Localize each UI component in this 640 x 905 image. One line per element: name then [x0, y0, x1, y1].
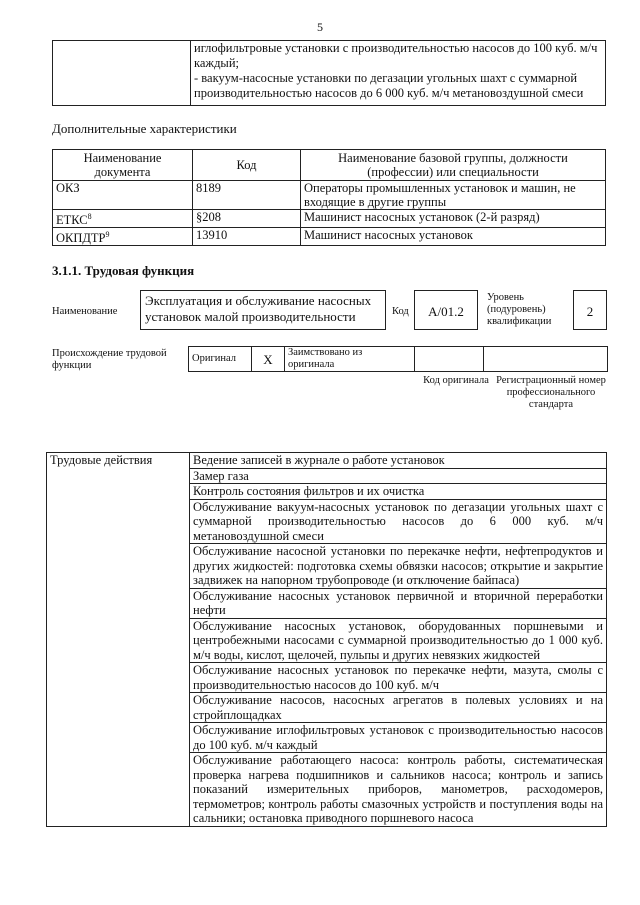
- code-original-label: Код оригинала: [423, 375, 489, 386]
- code-label: Код: [392, 306, 409, 317]
- row-doc: ЕТКС$^8$: [53, 210, 193, 228]
- continuation-line-1: иглофильтровые установки с производительностью насосов до 100 куб. м/ч каждый;: [194, 41, 598, 70]
- action-item: Обслуживание насосных установок по перекачке нефти, мазута, смолы с производительностью насосов до 100 куб. м/ч: [190, 663, 607, 693]
- original-mark: X: [252, 347, 285, 372]
- function-heading: 3.1.1. Трудовая функция: [52, 263, 195, 278]
- action-item: Обслуживание насосной установки по перекачке нефти, нефтепродуктов и других жидкостей: подготовка схемы обвязки насосов; открытие и закрытие задвижек на напорном трубопроводе (и отключение байпаса): [190, 544, 607, 589]
- action-item: Обслуживание вакуум-насосных установок по дегазации угольных шахт с суммарной производительностью насосов до 6 000 куб. м/ч метановоздушной смеси: [190, 499, 607, 544]
- continuation-empty-cell: [53, 41, 191, 106]
- action-item: Ведение записей в журнале о работе установок: [190, 453, 607, 469]
- table-row: [53, 181, 606, 210]
- action-item: Контроль состояния фильтров и их очистка: [190, 484, 607, 500]
- row-doc: ОКПДТР$^9$: [53, 228, 193, 246]
- row-name: Машинист насосных установок (2-й разряд): [301, 210, 606, 228]
- header-code: Код: [193, 150, 301, 181]
- function-code-box: А/01.2: [414, 290, 478, 330]
- footnote-mark: 9: [105, 230, 110, 240]
- row-name: Машинист насосных установок: [301, 228, 606, 246]
- continuation-line-2: - вакуум-насосные установки по дегазации угольных шахт с суммарной производительностью насосов до 6 000 куб. м/ч метановоздушной смеси: [194, 71, 584, 100]
- row-code: §208: [193, 210, 301, 228]
- actions-table: [46, 452, 607, 827]
- table-row: [53, 228, 606, 246]
- origin-table: [188, 346, 608, 372]
- reg-number-label: Регистрационный номер профессионального стандарта: [496, 375, 606, 410]
- action-item: Обслуживание иглофильтровых установок с производительностью насосов до 100 куб. м/ч каждый: [190, 723, 607, 753]
- original-code-cell: [415, 347, 484, 372]
- level-box: 2: [573, 290, 607, 330]
- footnote-mark: 8: [87, 212, 92, 221]
- header-doc: Наименование документа: [53, 150, 193, 181]
- origin-label: Происхождение трудовой функции: [52, 348, 167, 371]
- actions-label: Трудовые действия: [47, 453, 190, 827]
- page-number: 5: [317, 20, 323, 34]
- name-label: Наименование: [52, 306, 118, 317]
- original-label: Оригинал: [189, 347, 252, 372]
- row-code: 8189: [193, 181, 301, 210]
- action-item: Обслуживание насосов, насосных агрегатов в полевых условиях и на стройплощадках: [190, 693, 607, 723]
- action-item: Обслуживание насосных установок первичной и вторичной переработки нефти: [190, 588, 607, 618]
- row-code: 13910: [193, 228, 301, 246]
- function-name-box: Эксплуатация и обслуживание насосных установок малой производительности: [140, 290, 386, 330]
- additional-table: [52, 149, 606, 246]
- continuation-table: [52, 40, 606, 106]
- table-row: [53, 210, 606, 228]
- level-label: Уровень (подуровень) квалификации: [487, 292, 552, 327]
- action-item: Обслуживание работающего насоса: контроль работы, систематическая проверка нагрева подшипников и сальников насоса; контроль и запись показаний измерительных приборов, манометров, расходомеров, термометров; контроль работы смазочных устройств и поступления воды на сальники; остановка приводного поршневого насоса: [190, 753, 607, 827]
- reg-number-cell: [484, 347, 608, 372]
- action-item: Обслуживание насосных установок, оборудованных поршневыми и центробежными насосами с суммарной производительностью до 1 000 куб. м/ч воды, кислот, щелочей, пульпы и других невязких жидкостей: [190, 618, 607, 663]
- header-name: Наименование базовой группы, должности (профессии) или специальности: [301, 150, 606, 181]
- row-doc: ОКЗ: [53, 181, 193, 210]
- action-item: Замер газа: [190, 468, 607, 484]
- row-name: Операторы промышленных установок и машин, не входящие в другие группы: [301, 181, 606, 210]
- borrowed-label: Заимствовано из оригинала: [285, 347, 415, 372]
- additional-title: Дополнительные характеристики: [52, 121, 237, 136]
- continuation-cell: [191, 41, 606, 106]
